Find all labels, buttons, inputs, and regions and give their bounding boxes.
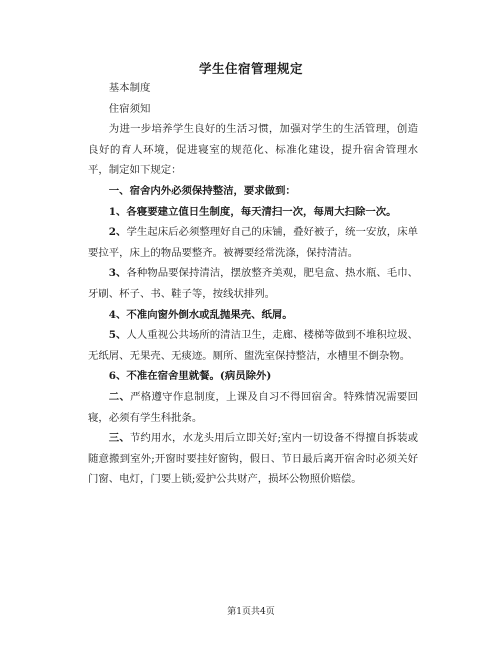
- section-number: 三、: [108, 432, 130, 445]
- rule-item-6: 6、不准在宿舍里就餐。(病员除外): [108, 370, 272, 383]
- rule-item-4: 4、不准向窗外倒水或乱抛果壳、纸屑。: [108, 308, 293, 321]
- rule-item-3: 3、各种物品要保持清洁，摆放整齐美观，肥皂盒、热水瓶、毛巾、牙刷、杯子、书、鞋子等，按线状排列。: [88, 267, 418, 300]
- paragraph-intro: 为进一步培养学生良好的生活习惯，加强对学生的生活管理，创造良好的育人环境，促进寝室的规范化、标准化建设，提升宿舍管理水平，制定如下规定：: [88, 123, 418, 177]
- rule-number: 5、: [108, 329, 127, 342]
- rule-item-5: 5、人人重视公共场所的清洁卫生，走廊、楼梯等做到不堆积垃圾、无纸屑、无果壳、无痰迹。厕所、盥洗室保持整洁，水槽里不倒杂物。: [88, 329, 418, 362]
- rule-number: 2、: [108, 226, 127, 239]
- document-body: [88, 78, 418, 490]
- page-number-footer: 第1页共4页: [227, 607, 275, 617]
- section-three: 三、节约用水，水龙头用后立即关好;室内一切设备不得擅自拆装或随意搬到室外;开窗时要挂好窗钩，假日、节日最后离开宿舍时必须关好门窗、电灯，门要上锁;爱护公共财产，损坏公物照价赔偿。: [88, 432, 419, 486]
- section-number: 二、: [108, 390, 131, 403]
- paragraph-dorm-notice: 住宿须知: [108, 102, 151, 115]
- rule-item-1: 1、各寝要建立值日生制度，每天清扫一次，每周大扫除一次。: [108, 205, 397, 218]
- document-title: 学生住宿管理规定: [198, 61, 303, 76]
- rule-item-2: 2、学生起床后必须整理好自己的床铺，叠好被子，统一安放，床单要拉平，床上的物品要整齐。被褥要经常洗涤，保持清洁。: [88, 226, 418, 259]
- rule-number: 3、: [108, 267, 127, 280]
- paragraph-basic-rules: 基本制度: [108, 82, 151, 94]
- section-heading-cleanliness: 一、宿舍内外必须保持整洁，要求做到：: [108, 184, 296, 197]
- section-two: 二、严格遵守作息制度，上课及自习不得回宿舍。特殊情况需要回寝，必须有学生科批条。: [88, 390, 418, 424]
